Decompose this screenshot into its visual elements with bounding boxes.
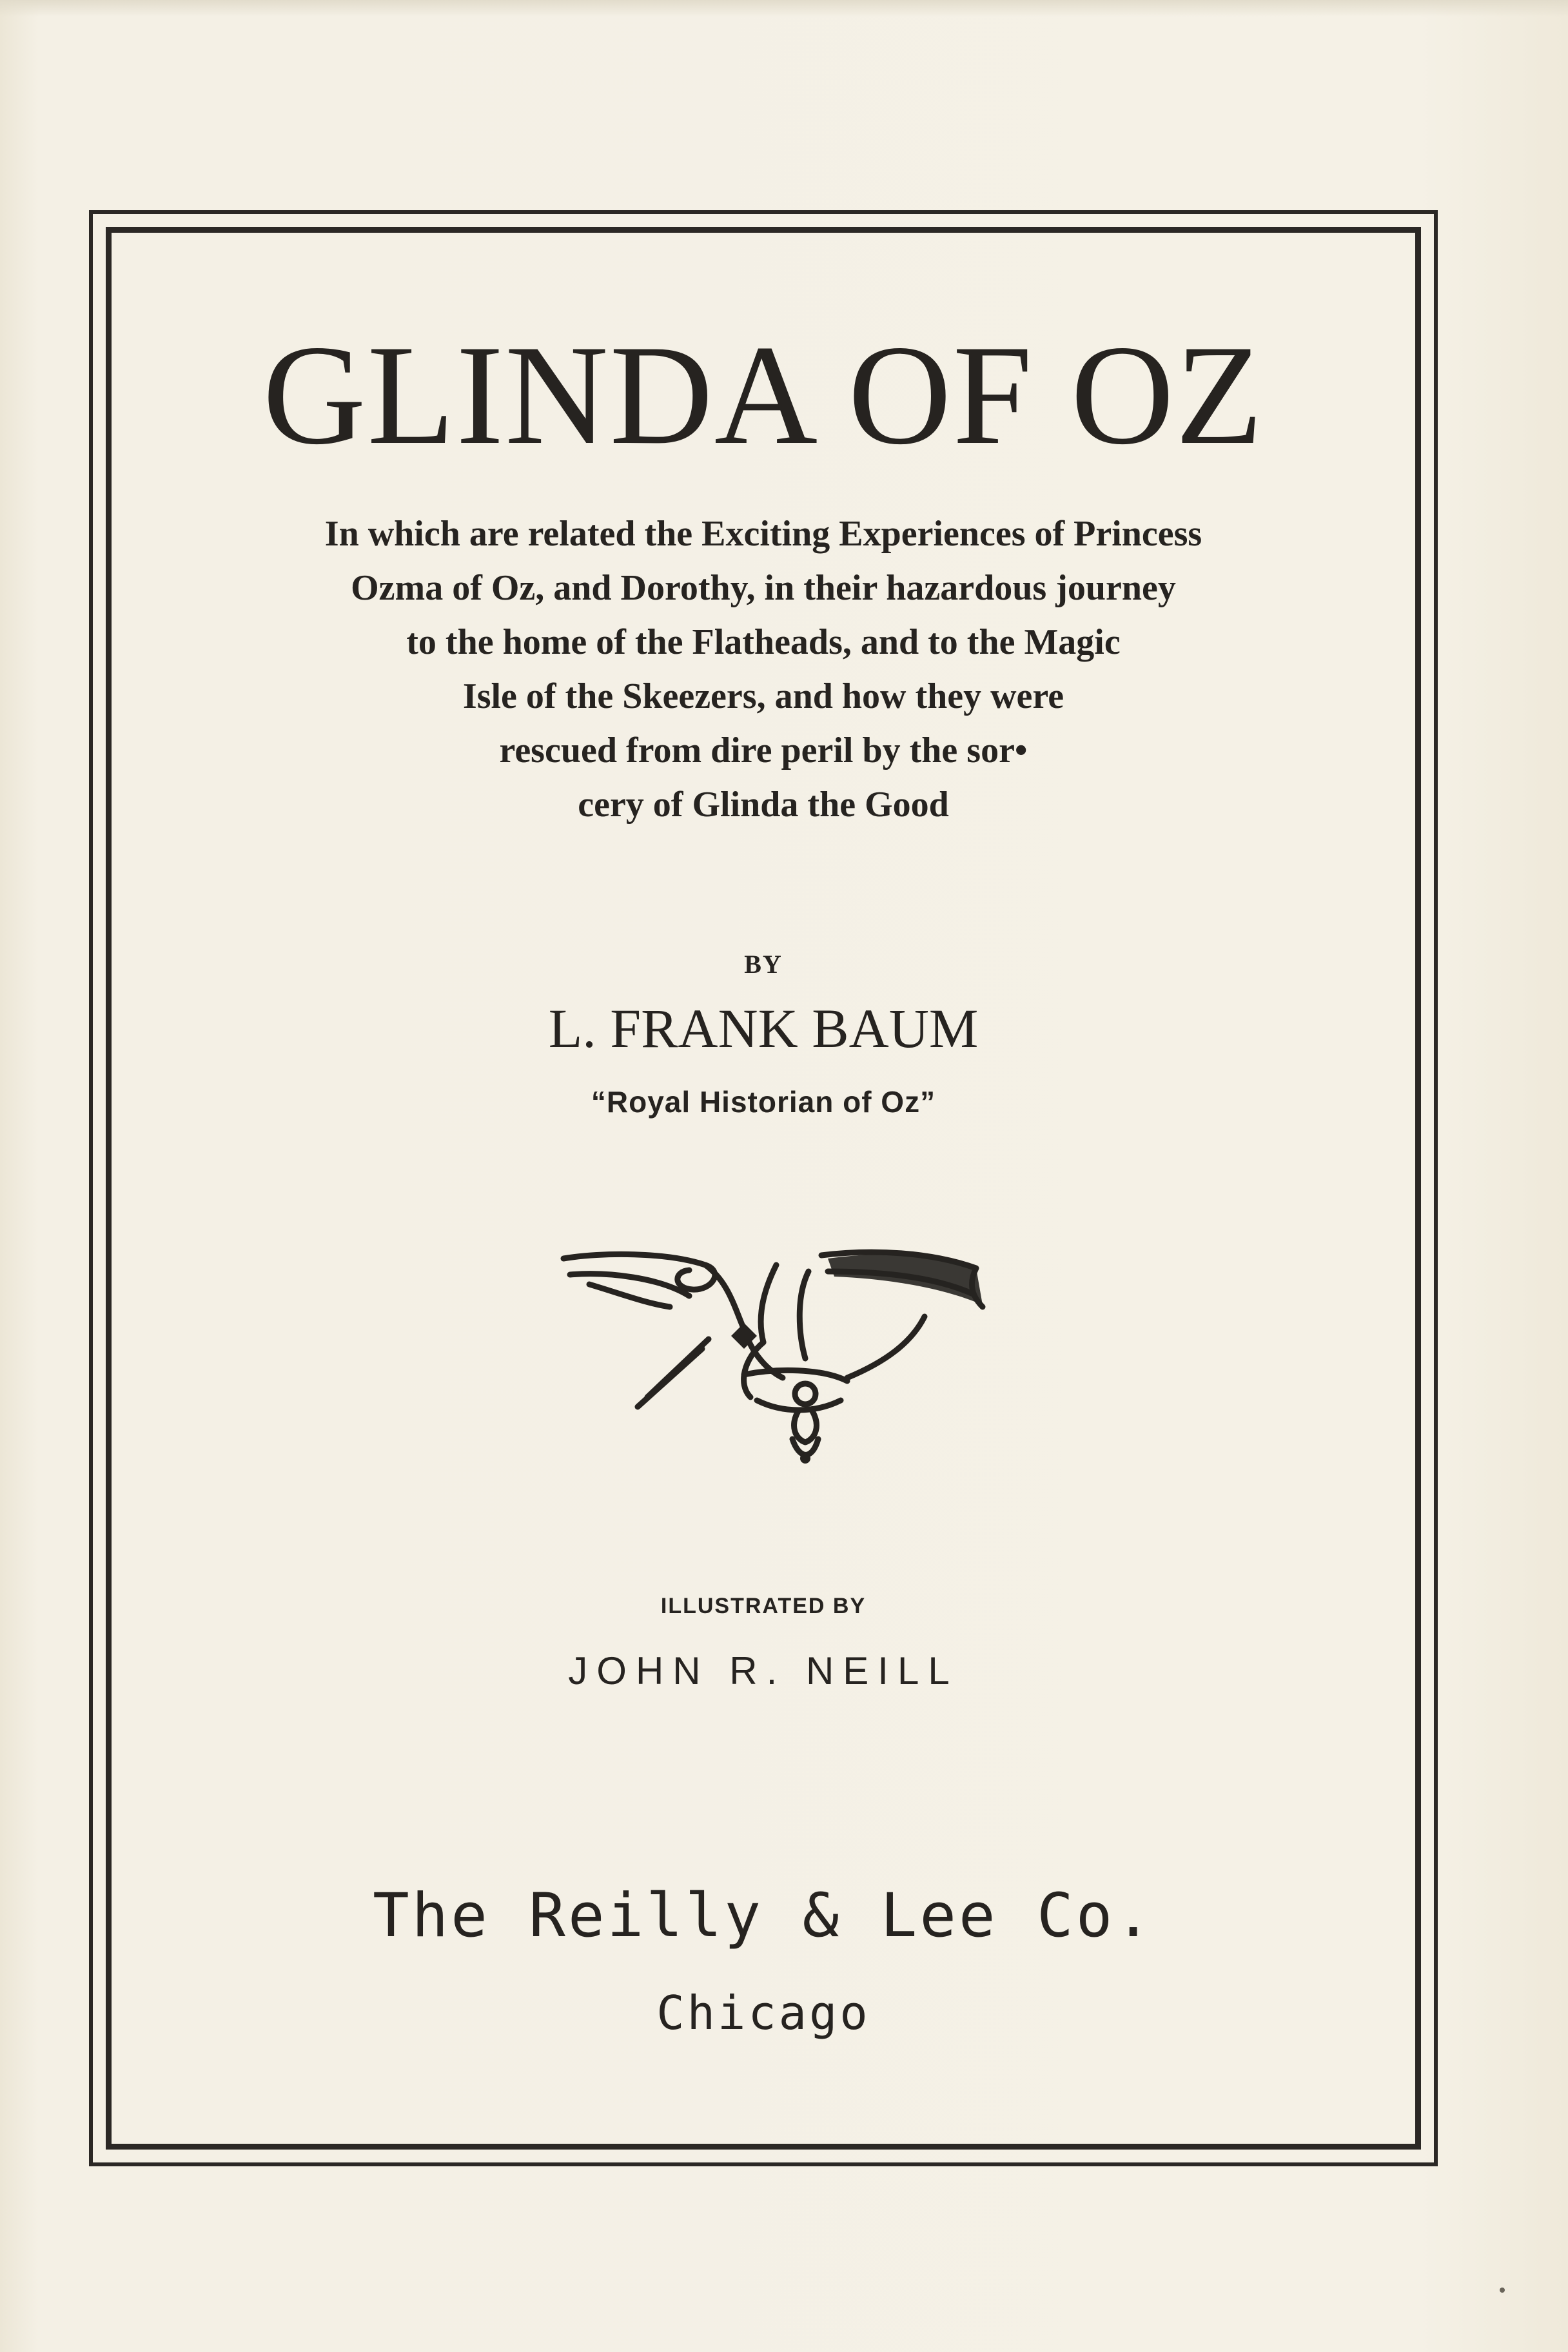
subtitle-line: In which are related the Exciting Experiences of Princess: [324, 514, 1202, 554]
author-title: “Royal Historian of Oz”: [591, 1085, 936, 1119]
publisher-name: The Reilly & Lee Co.: [373, 1881, 1154, 1951]
title-page-content: [106, 227, 1421, 2150]
subtitle-line: cery of Glinda the Good: [578, 785, 949, 825]
art-nouveau-ornament-icon: [551, 1246, 1002, 1471]
book-title: GLINDA OF OZ: [262, 316, 1264, 475]
subtitle-line: Ozma of Oz, and Dorothy, in their hazardous journey: [351, 568, 1176, 608]
book-subtitle: [183, 507, 1344, 832]
author-name: L. FRANK BAUM: [548, 997, 979, 1059]
page-top-shadow: [0, 0, 1568, 17]
illustrator-name: JOHN R. NEILL: [568, 1649, 959, 1692]
publisher-city: Chicago: [656, 1986, 870, 2040]
paper-speck: [1500, 2288, 1505, 2293]
subtitle-line: to the home of the Flatheads, and to the Magic: [406, 622, 1121, 662]
by-label: BY: [744, 950, 783, 979]
subtitle-line: Isle of the Skeezers, and how they were: [462, 676, 1064, 716]
illustrated-by-label: ILLUSTRATED BY: [660, 1594, 867, 1618]
subtitle-line: rescued from dire peril by the sor•: [499, 730, 1028, 770]
